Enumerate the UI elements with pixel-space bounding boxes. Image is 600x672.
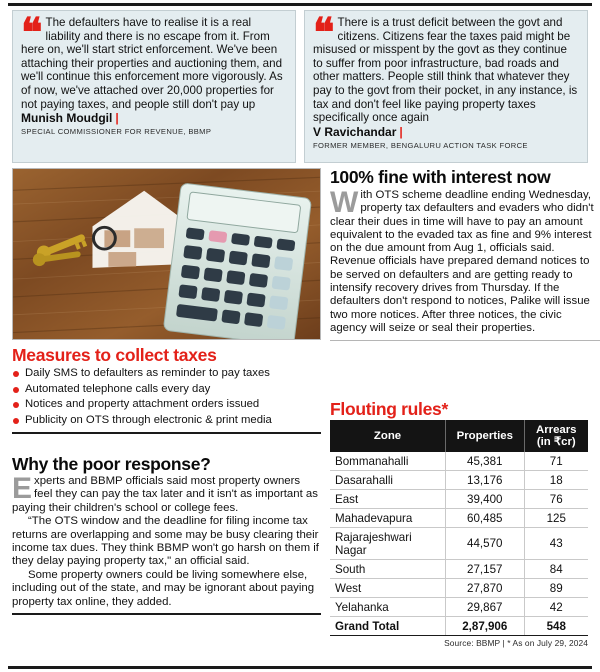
measures-section <box>12 346 321 434</box>
measures-divider <box>12 432 321 434</box>
quote-author-1 <box>21 111 287 125</box>
why-heading: Why the poor response? <box>12 454 211 474</box>
quote-author-2 <box>313 125 579 139</box>
table-row <box>330 528 588 560</box>
quotes-row <box>12 10 588 163</box>
cell-zone: Bommanahalli <box>330 452 446 471</box>
cell-zone: Dasarahalli <box>330 471 446 490</box>
cell-properties: 44,570 <box>446 528 524 560</box>
why-dropcap: E <box>12 472 33 505</box>
why-para-1: xperts and BBMP officials said most property owners feel they can pay the tax later and it isn't as important as paying their children's school or college fees. <box>12 475 318 514</box>
quote-card-1 <box>12 10 296 163</box>
bottom-divider <box>8 666 592 669</box>
quote-card-2 <box>304 10 588 163</box>
list-item: Notices and property attachment orders issued <box>12 397 321 413</box>
table-row <box>330 490 588 509</box>
article-dropcap: W <box>330 186 359 219</box>
quote-text-2 <box>313 10 579 125</box>
cell-properties: 13,176 <box>446 471 524 490</box>
column-header-properties: Properties <box>446 420 524 452</box>
cell-zone: Rajarajeshwari Nagar <box>330 528 446 560</box>
cell-properties: 60,485 <box>446 509 524 528</box>
cell-arrears: 84 <box>524 560 588 579</box>
list-item: Automated telephone calls every day <box>12 382 321 398</box>
cell-total-properties: 2,87,906 <box>446 617 524 636</box>
article-divider <box>330 340 600 341</box>
cell-total-label: Grand Total <box>330 617 446 636</box>
table-body <box>330 452 588 636</box>
cell-properties: 27,157 <box>446 560 524 579</box>
author-bar-icon: | <box>115 111 119 126</box>
list-item: Daily SMS to defaulters as reminder to pay taxes <box>12 366 321 382</box>
cell-arrears: 42 <box>524 598 588 617</box>
cell-zone: South <box>330 560 446 579</box>
cell-total-arrears: 548 <box>524 617 588 636</box>
why-para-2: “The OTS window and the deadline for filing income tax returns are overlapping and some may be busy clearing their income tax dues. They think BBMP won't go harsh on them if they delay paying property tax," an official said. <box>12 515 319 568</box>
quote-body-2: There is a trust deficit between the govt and citizens. Citizens fear the taxes paid might be misused or misspent by the govt as they continue to suffer from poor infrastructure, bad roads and other matters. People still think that whatever they pay to the govt from their pocket, in any instance, is tax and don't feel like paying property taxes specifically once again <box>313 16 578 125</box>
author-bar-icon: | <box>399 124 403 139</box>
quote-body-1: The defaulters have to realise it is a real liability and there is no escape from it. From here on, we'll start strict enforcement. We've been attaching their properties and auctioning them, and we'll continue this enforcement more vigorously. As of now, we've attached over 20,000 properties for not paying taxes, and people still don't pay up <box>21 16 283 111</box>
quote-role-1: SPECIAL COMMISSIONER FOR REVENUE, BBMP <box>21 127 212 137</box>
table-row <box>330 598 588 617</box>
table-head <box>330 420 588 452</box>
cell-arrears: 89 <box>524 579 588 598</box>
list-item: Publicity on OTS through electronic & print media <box>12 413 321 429</box>
top-divider <box>8 3 592 6</box>
why-divider <box>12 613 321 615</box>
column-header-zone: Zone <box>330 420 446 452</box>
cell-properties: 39,400 <box>446 490 524 509</box>
article-column <box>330 168 600 341</box>
measures-list <box>12 366 321 428</box>
table-row <box>330 579 588 598</box>
measures-heading: Measures to collect taxes <box>12 345 217 365</box>
quote-author-name-1: Munish Moudgil <box>21 111 113 126</box>
cell-properties: 29,867 <box>446 598 524 617</box>
cell-arrears: 43 <box>524 528 588 560</box>
why-para-3: Some property owners could be living somewhere else, including out of the state, and may be ignorant about paying property tax online, they added. <box>12 568 315 608</box>
article-headline: 100% fine with interest now <box>330 167 551 187</box>
house-keys-calculator-photo <box>12 168 321 340</box>
table-row <box>330 471 588 490</box>
cell-arrears: 125 <box>524 509 588 528</box>
quotation-mark-icon: ❝ <box>21 10 41 55</box>
article-body <box>330 186 600 335</box>
table-row <box>330 560 588 579</box>
table-header-row <box>330 420 588 452</box>
cell-zone: Yelahanka <box>330 598 446 617</box>
cell-arrears: 71 <box>524 452 588 471</box>
flouting-rules-section <box>330 400 588 648</box>
cell-zone: West <box>330 579 446 598</box>
quotation-mark-icon: ❝ <box>313 10 333 55</box>
table-row <box>330 509 588 528</box>
cell-properties: 27,870 <box>446 579 524 598</box>
table-row <box>330 452 588 471</box>
cell-arrears: 18 <box>524 471 588 490</box>
article-body-text: ith OTS scheme deadline ending Wednesday, property tax defaulters and evaders who didn't clear their dues in time will have to pay an amount equivalent to the evaded tax as fine and 9% interest on the due amount from Aug 1, officials said. Revenue officials have prepared demand notices to be served on defaulters and are getting ready to intensify recovery drives from Thursday. If the defaulters don't respond to notices, Palike will issue two more notices. After three notices, the civic agency will seize or seal their properties. <box>330 189 594 334</box>
table-heading: Flouting rules* <box>330 399 449 419</box>
table-source: Source: BBMP | * As on July 29, 2024 <box>444 638 588 648</box>
photo-illustration <box>13 169 320 339</box>
quote-text-1 <box>21 10 287 111</box>
why-body <box>12 472 321 609</box>
cell-zone: Mahadevapura <box>330 509 446 528</box>
why-section <box>12 452 321 615</box>
column-header-arrears: Arrears (in ₹cr) <box>524 420 588 452</box>
cell-zone: East <box>330 490 446 509</box>
cell-arrears: 76 <box>524 490 588 509</box>
flouting-rules-table <box>330 420 588 636</box>
cell-properties: 45,381 <box>446 452 524 471</box>
quote-author-name-2: V Ravichandar <box>313 124 397 139</box>
table-total-row <box>330 617 588 636</box>
quote-role-2: FORMER MEMBER, BENGALURU ACTION TASK FORCE <box>313 140 528 150</box>
